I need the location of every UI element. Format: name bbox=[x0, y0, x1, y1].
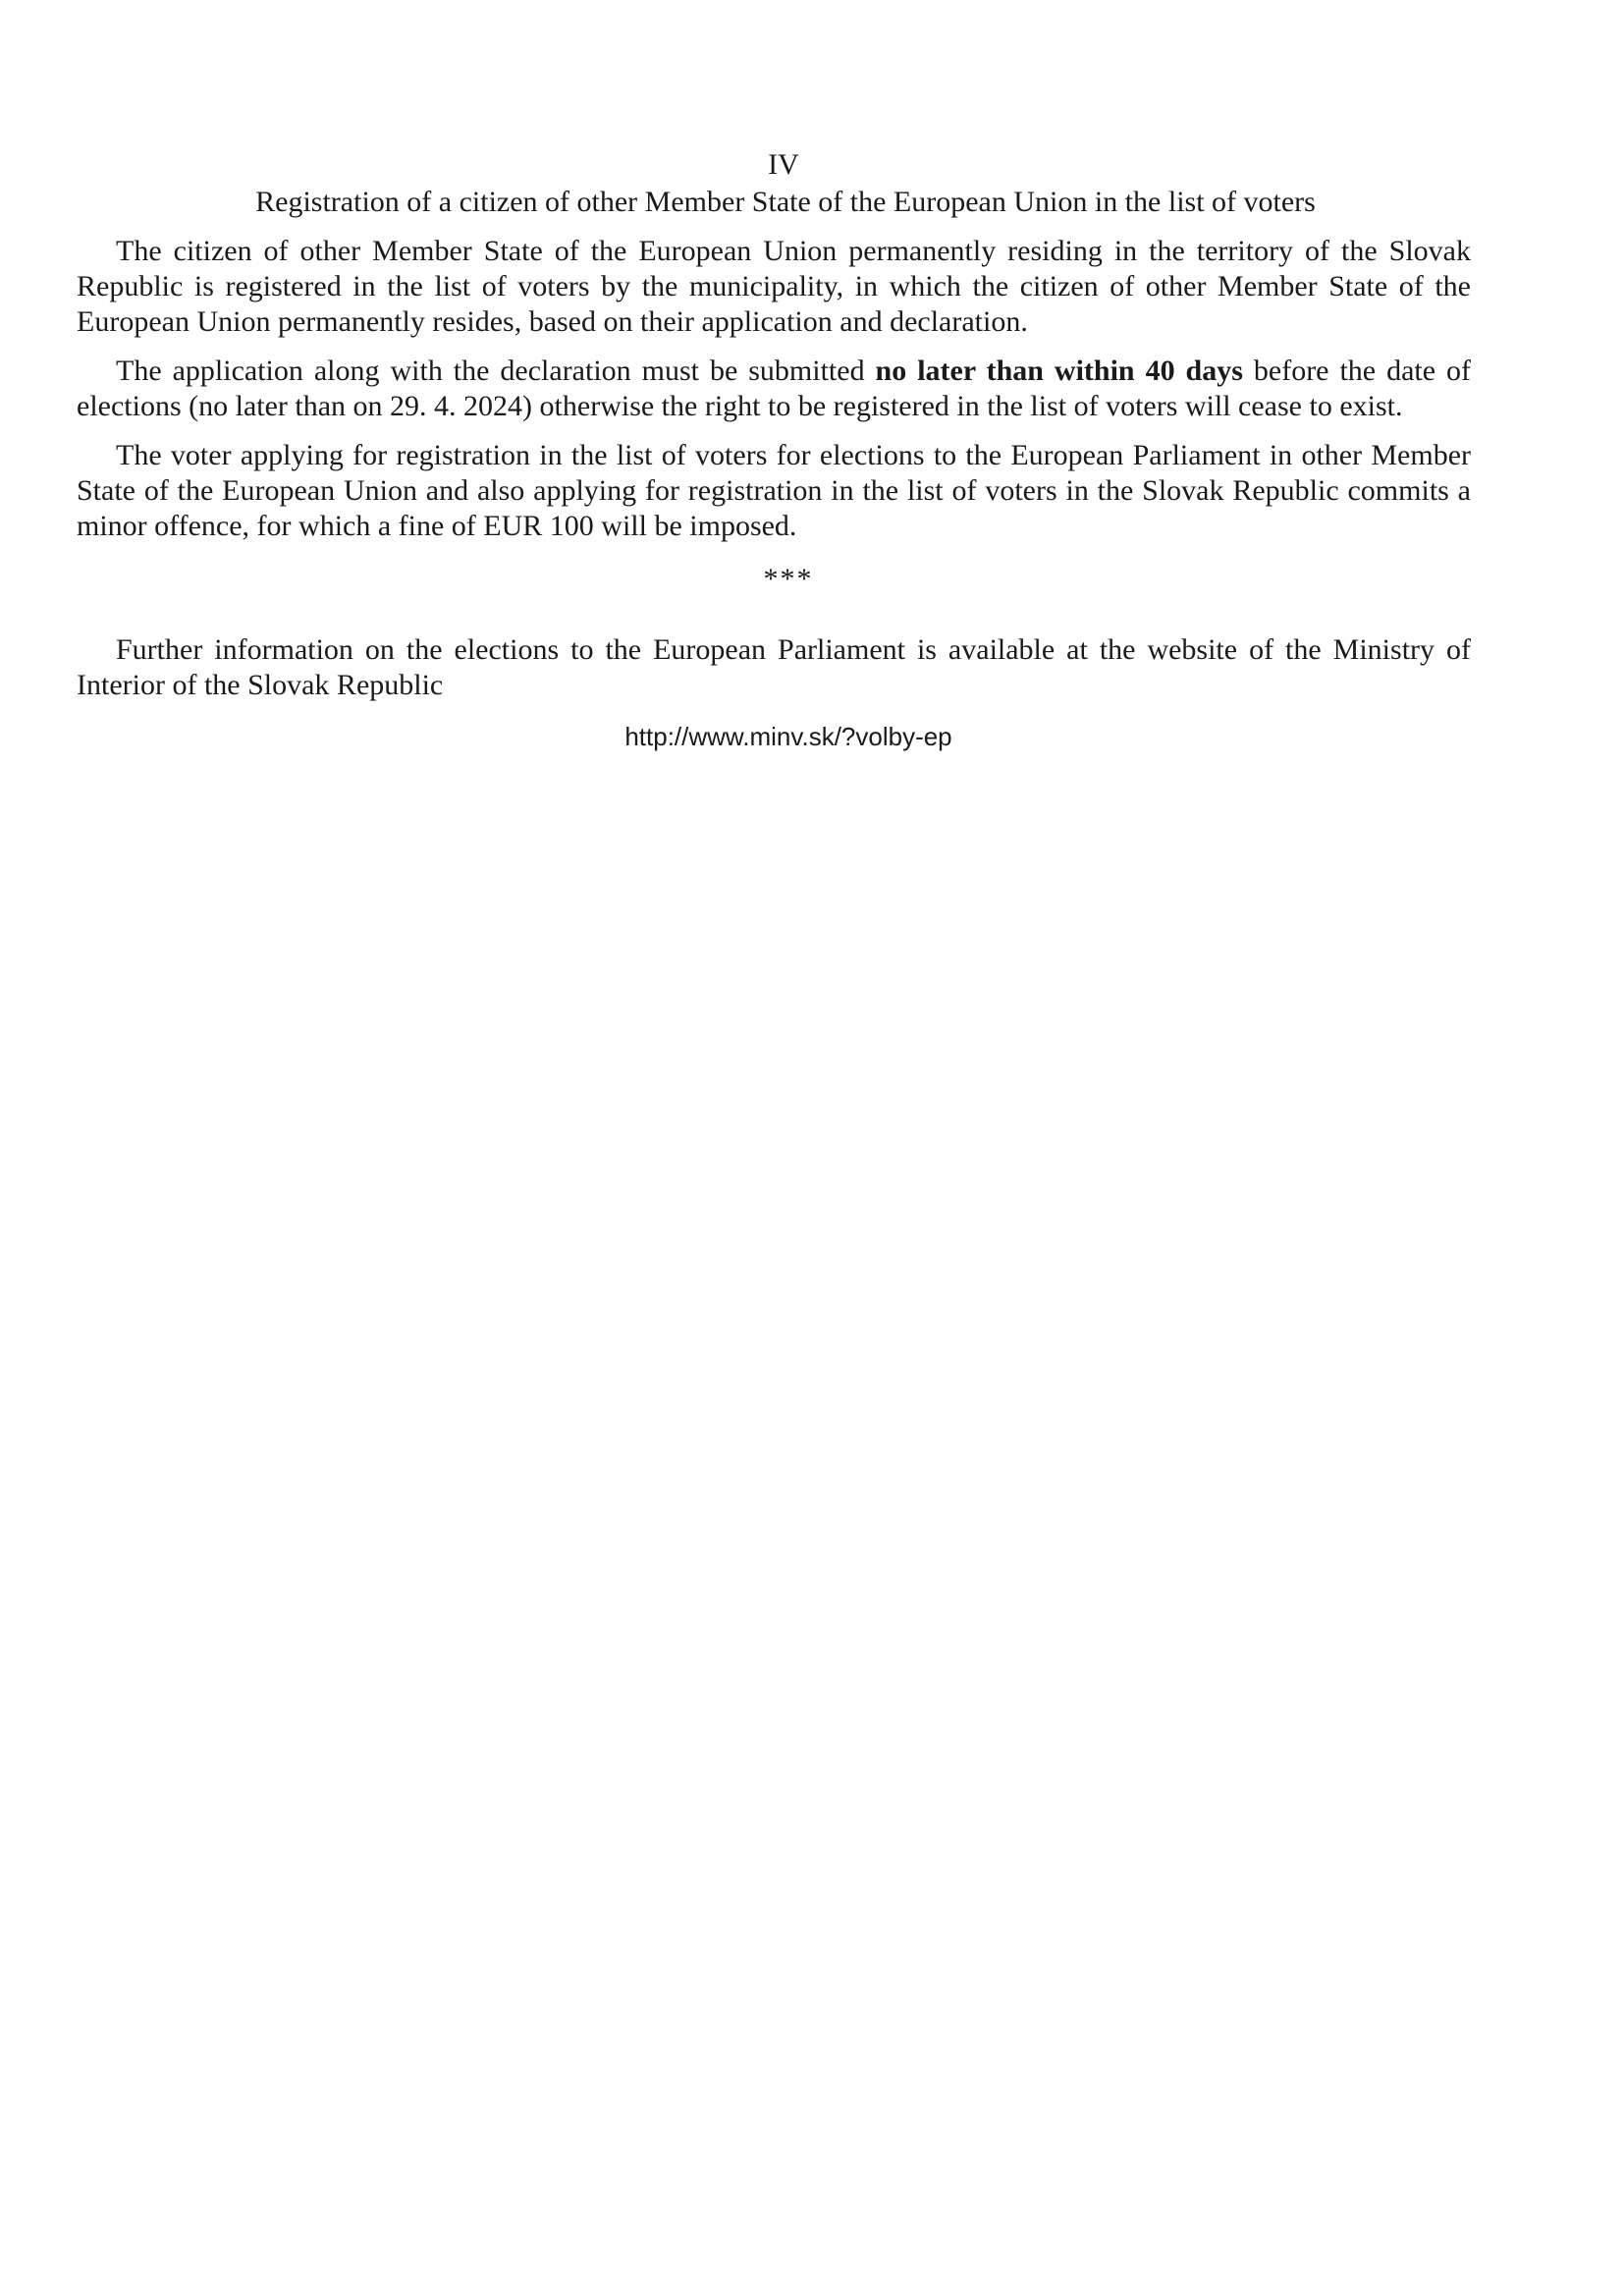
deadline-emphasis: no later than within 40 days bbox=[875, 355, 1243, 387]
section-number: IV bbox=[768, 148, 799, 181]
document-content bbox=[77, 147, 1471, 754]
paragraph-offence: The voter applying for registration in the list of voters for elections to the European Parliament in other Member State of the European Union and also applying for registration in the list of voters in the Slovak Republic commits a minor offence, for which a fine of EUR 100 will be imposed. bbox=[77, 439, 1471, 542]
separator: *** bbox=[763, 563, 814, 595]
section-title: Registration of a citizen of other Member State of the European Union in the list of voters bbox=[255, 186, 1316, 218]
further-information: Further information on the elections to the European Parliament is available at the website of the Ministry of Interior of the Slovak Republic bbox=[77, 633, 1471, 701]
deadline-text-after: before the date of elections (no later than on 29. 4. 2024) otherwise the right to be registered in the list of voters will cease to exist. bbox=[77, 355, 1472, 422]
ministry-website-link[interactable]: http://www.minv.sk/?volby-ep bbox=[624, 722, 952, 751]
deadline-text-before: The application along with the declaration must be submitted bbox=[116, 355, 876, 387]
paragraph-deadline bbox=[77, 354, 1471, 424]
paragraph-registration: The citizen of other Member State of the European Union permanently residing in the territory of the Slovak Republic is registered in the list of voters by the municipality, in which the citizen of other Member State of the European Union permanently resides, based on their application and declaration. bbox=[77, 235, 1471, 338]
